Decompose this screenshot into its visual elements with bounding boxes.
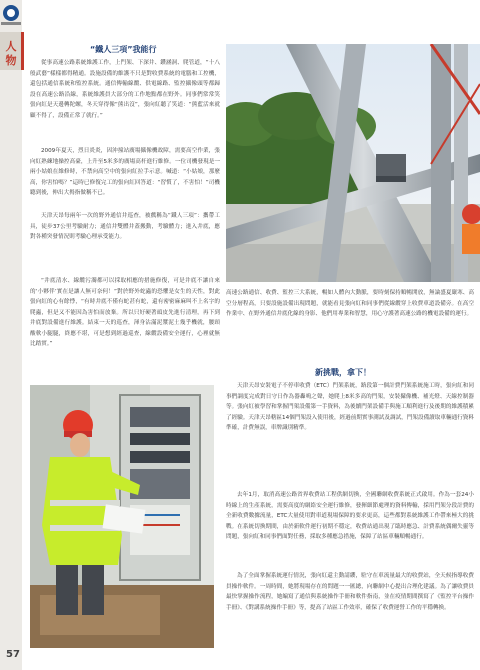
magazine-logo-icon <box>3 5 19 21</box>
article-paragraph: 2009年夏天，烈日炎炎，因沖撞站廣場攝像機故障，需要高空作業，張向紅熟練地操控高臺，上升至5米多的廣場高杆進行維修。一位司機發現是一兩小姑娘在維修時，不禁向高空中的張向紅拉手示意。喊道：“小姑娘，那麼高，你害怕嗎？”這時已修復完工的張向紅回答道：“習慣了，不害怕！”司機聽到後，伸出大拇指做稱不已。 <box>30 148 220 196</box>
page-sidebar <box>0 0 22 670</box>
page-number: 57 <box>6 649 20 660</box>
article-paragraph: 為了全面掌握系統運行情況，張向紅還主動請纓，駐守在車流量最大的收費站，全天候指導收費員操作軟件。一周時間，她將現場存在的問題一一匯總，向聯網中心提出合理化建議。為了讓收費員最快掌握操作流程，她編寫了通信與系統操作手冊和軟件指南，並在疫情期間撰寫了《監控平台操作手冊》、《對講系統操作手冊》等，提高了站區工作效率，確保了收費運營工作的平穩轉換。 <box>226 573 474 611</box>
article-paragraph: 天津天昂每兩年一次的野外通信井巡查，被戲稱為“鐵人三項”：攜帶工具，徒步37公里考驗耐力；通信井雙體井蓋搬動，考驗體力；進入井底，應對各種突發情況則考驗心理承受能力。 <box>30 213 220 240</box>
logo-caption-line <box>1 22 21 25</box>
photo-caption: 高速公路通信、收費、監控三大系統，暢如人體內大動脈，要時刻保持順暢開放，無論盛夏嚴寒、高空分層程高，只要設施設備出現問題，就能看見張向紅和同事們從線纜穿上收費車道設備旁。在高空作業中、在野外通信井底化線的身影、他們用專業和智慧，用心守護著高速公路的機電設備的運行。 <box>226 290 474 317</box>
cabinet-maintenance-photo <box>30 385 214 648</box>
article-paragraph: 從事高速公路系統維護工作，上門架、下深井、鑽涵洞、爬管道，“十八般武藝”樣樣都得精通。設施設備的維護不只是對收費系統的電腦和工控機，還包括通信系統和監控系統。通信傳輸線纜、供電線路、監控攝像頭等都歸設在高速公路沿線，系統維護員大部分的工作地點都在野外。同事們常常笑張向紅是天邊轉陀螺，冬天穿得像“熊出沒”，張向紅聽了笑道：“熊藍活來就顧不得了，設備正常了就行。” <box>30 60 220 119</box>
article-heading-ironman: “鐵人三項”我能行 <box>90 45 157 54</box>
gantry-maintenance-photo <box>226 44 480 282</box>
article-paragraph: 去年1月，取消高速公路省界收費站工程供網切換，全國聯網收費系統正式啟用。作為一套24小時線上的生產系統，需要高度的網絡安全運行維修，發揮細節處理的資料傳輸，採用門架分段計費的全新收費數據流量，ETC大量使用對車道現場保障的要求更高，這些都對系統維護工作帶來極大的挑戰。在系統切換期間，由於新軟件運行初期不穩定，收費站通出現了臨時應急、計費系統偶爾失靈等問題，張向紅和同事們面對任務，採取多種應急措施，保障了站區車輛順暢通行。 <box>226 492 474 540</box>
section-tab-accent <box>21 32 24 70</box>
article-paragraph: 天津天昂安裝電子不停車收費（ETC）門架系統，路段第一個計費門架系統施工時，張向紅和同事們調度完成對日守日作為器轟鳴之聲，她爬上8米多高的門架，安裝攝像機、補光燈、天線控制器等。張向紅被學習和掌握門架設備第一手資料，為後續門架設備手與施工順利進行及後期的維護積累了經驗。天津天昂轄區14個門架設入使用後，經過前期實事測試及調試，門架設備讀取車輛通行資料準確，計費無誤，車牌識別精準。 <box>226 383 474 431</box>
article-heading-new-challenge: 新挑戰，拿下！ <box>315 368 371 377</box>
article-paragraph: “井底清水、線纜污濁都可以採取相應的措施修復，可是井底不讓自來的‘小夥伴’實在是讓人無可奈何！”對於野外蛇蟲的恐懼是女生的天性，對此張向紅的心有餘悸，“有時井底不僅有蛇甚有蛇，還有密密麻麻叫不上名字的爬蟲，但是又不能因為害怕而放棄。所以只好硬著頭皮先進行清理，再下到井底對設備進行維護。結束一天的巡查，渾身沾滿泥漿泥土幾乎機就，腰頸酸軟小腿腿，終應不堪，可是想到經過巡查，線纜設備安全運行，心裡就無比踏實。” <box>30 278 220 347</box>
section-label: 人物 <box>5 40 17 67</box>
